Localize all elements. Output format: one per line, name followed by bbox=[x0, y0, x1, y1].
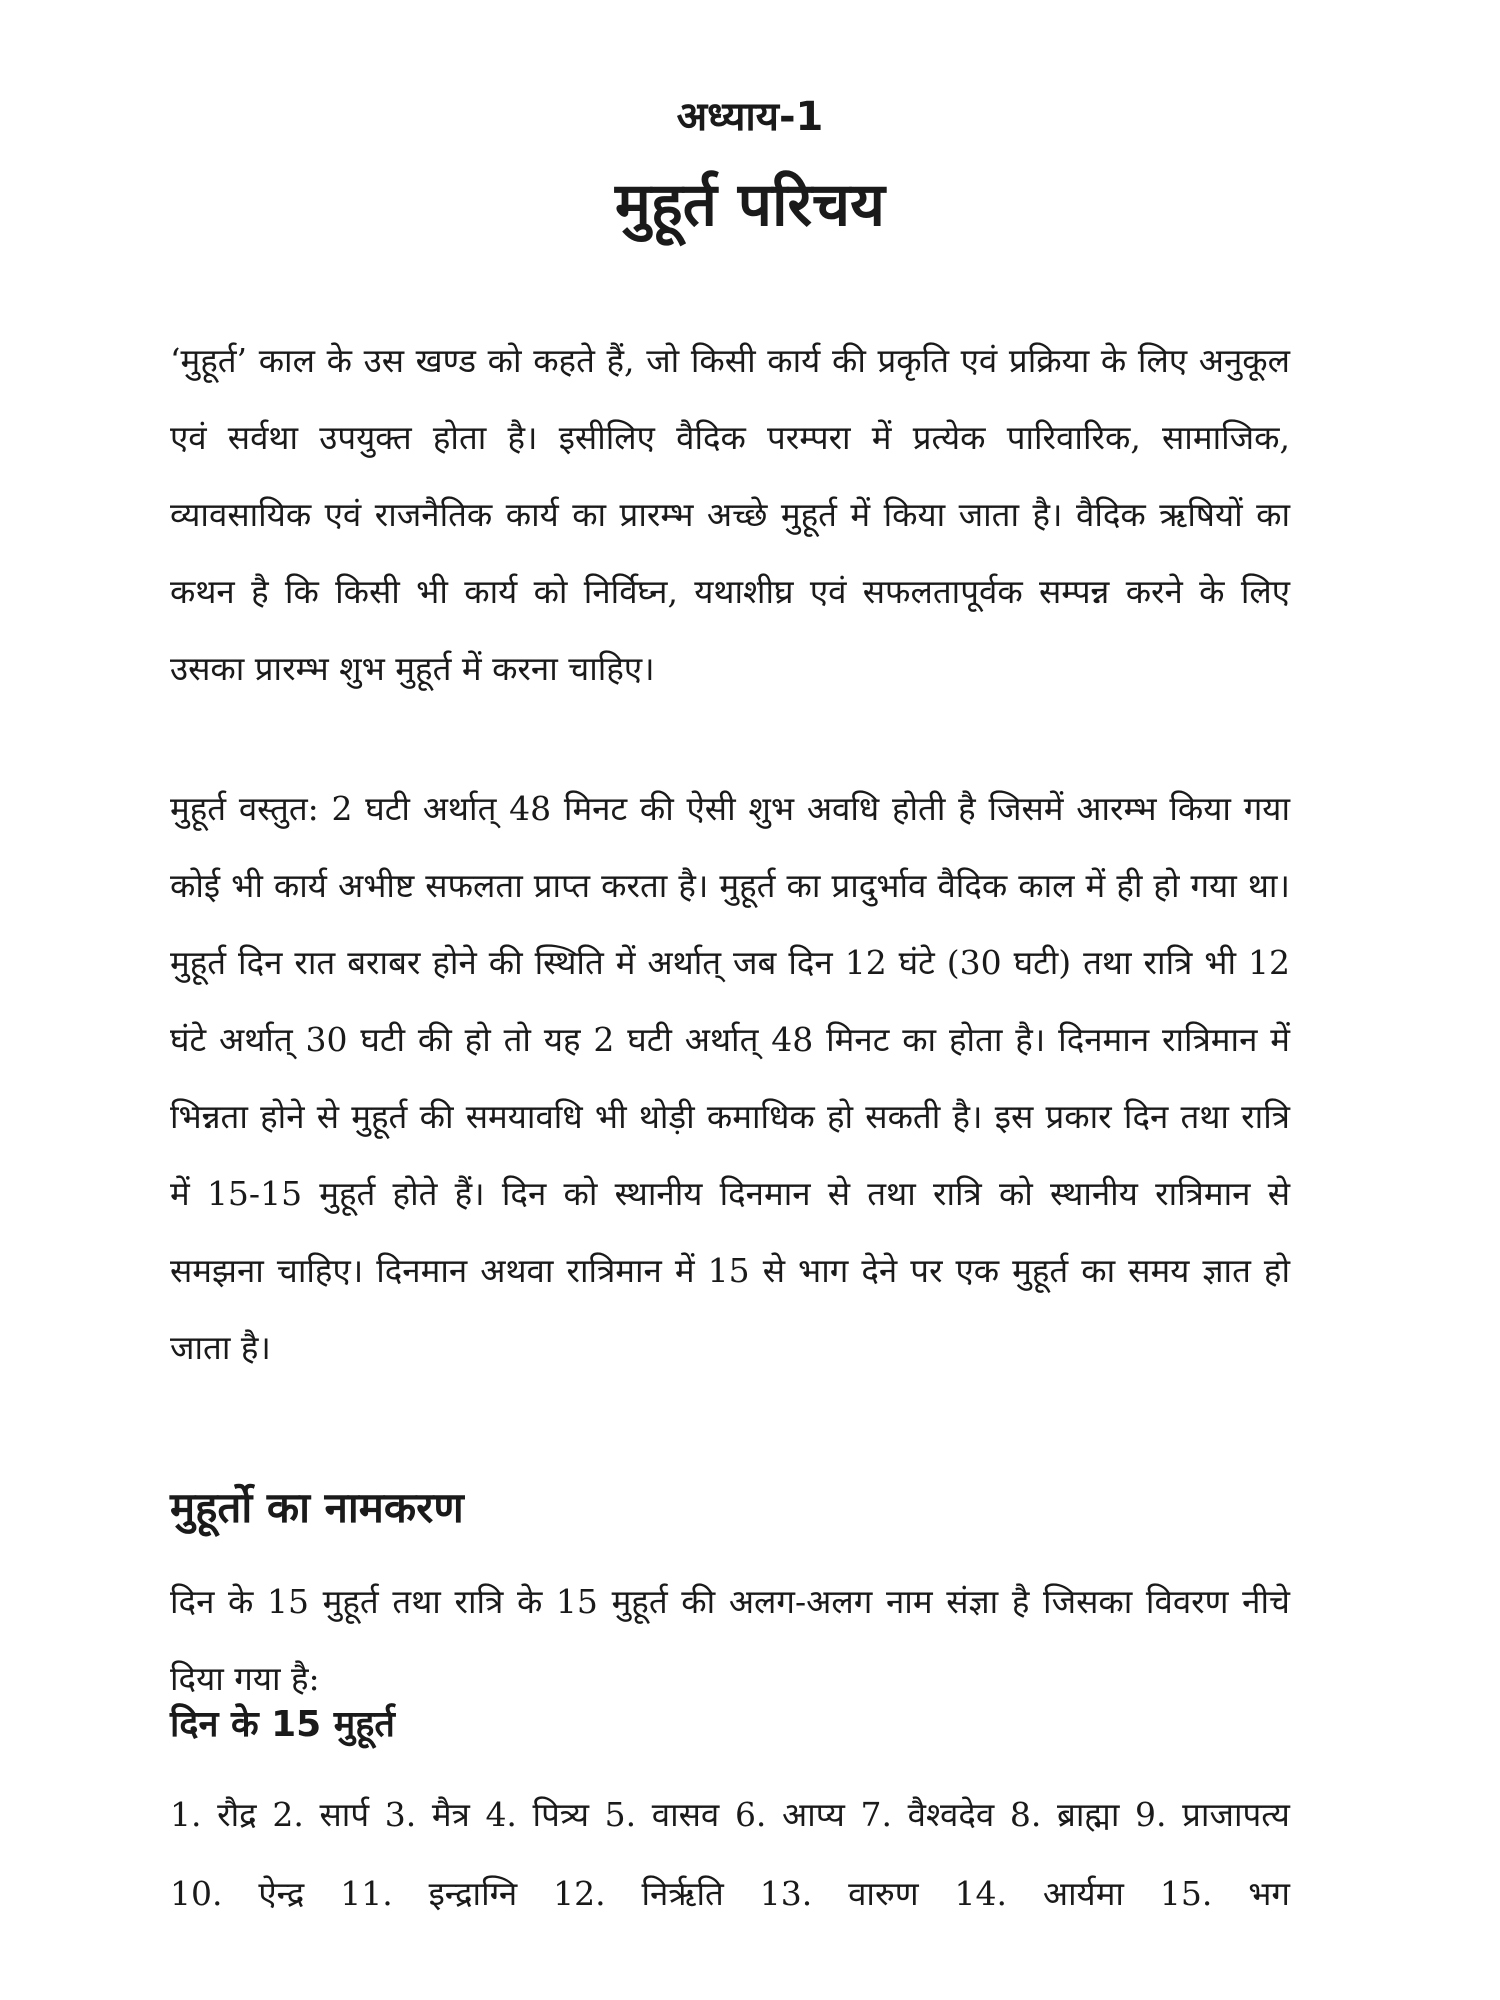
list-item: 6. आप्य bbox=[734, 1795, 845, 1834]
list-item: 11. इन्द्राग्नि bbox=[340, 1874, 518, 1913]
list-item: 14. आर्यमा bbox=[954, 1874, 1124, 1913]
chapter-number: अध्याय-1 bbox=[676, 94, 824, 140]
list-item: 1. रौद्र bbox=[170, 1795, 257, 1834]
list-item: 13. वारुण bbox=[759, 1874, 919, 1913]
list-item: 3. मैत्र bbox=[384, 1795, 470, 1834]
naming-section-heading: मुहूर्तो का नामकरण bbox=[170, 1483, 464, 1532]
chapter-title: मुहूर्त परिचय bbox=[615, 170, 885, 240]
list-item: 4. पित्र्य bbox=[485, 1795, 589, 1834]
naming-intro-paragraph: दिन के 15 मुहूर्त तथा रात्रि के 15 मुहूर्त की अलग-अलग नाम संज्ञा है जिसका विवरण नीचे दिया गया है: bbox=[170, 1582, 1290, 1698]
list-item: 12. निर्ऋति bbox=[553, 1874, 724, 1913]
duration-paragraph: मुहूर्त वस्तुत: 2 घटी अर्थात् 48 मिनट की ऐसी शुभ अवधि होती है जिसमें आरम्भ किया गया कोई भी कार्य अभीष्ट सफलता प्राप्त करता है। मुहूर्त का प्रादुर्भाव वैदिक काल में ही हो गया था। मुहूर्त दिन रात बराबर होने की स्थिति में अर्थात् जब दिन 12 घंटे (30 घटी) तथा रात्रि भी 12 घंटे अर्थात् 30 घटी की हो तो यह 2 घटी अर्थात् 48 मिनट का होता है। दिनमान रात्रिमान में भिन्नता होने से मुहूर्त की समयावधि भी थोड़ी कमाधिक हो सकती है। इस प्रकार दिन तथा रात्रि में 15-15 मुहूर्त होते हैं। दिन को स्थानीय दिनमान से तथा रात्रि को स्थानीय रात्रिमान से समझना चाहिए। दिनमान अथवा रात्रिमान में 15 से भाग देने पर एक मुहूर्त का समय ज्ञात हो जाता है। bbox=[170, 789, 1290, 1367]
day-muhurtas-heading: दिन के 15 मुहूर्त bbox=[170, 1704, 395, 1745]
list-item: 5. वासव bbox=[604, 1795, 720, 1834]
day-muhurtas-list bbox=[170, 1775, 1290, 1933]
list-item: 7. वैश्वदेव bbox=[860, 1795, 995, 1834]
list-item: 9. प्राजापत्य bbox=[1135, 1795, 1290, 1834]
list-item: 2. सार्प bbox=[272, 1795, 370, 1834]
list-item: 10. ऐन्द्र bbox=[170, 1874, 305, 1913]
list-item: 8. ब्राह्मा bbox=[1009, 1795, 1120, 1834]
intro-paragraph: ‘मुहूर्त’ काल के उस खण्ड को कहते हैं, जो किसी कार्य की प्रकृति एवं प्रक्रिया के लिए अनुकूल एवं सर्वथा उपयुक्त होता है। इसीलिए वैदिक परम्परा में प्रत्येक पारिवारिक, सामाजिक, व्यावसायिक एवं राजनैतिक कार्य का प्रारम्भ अच्छे मुहूर्त में किया जाता है। वैदिक ऋषियों का कथन है कि किसी भी कार्य को निर्विघ्न, यथाशीघ्र एवं सफलतापूर्वक सम्पन्न करने के लिए उसका प्रारम्भ शुभ मुहूर्त में करना चाहिए। bbox=[170, 341, 1290, 688]
list-item: 15. भग bbox=[1159, 1874, 1291, 1913]
